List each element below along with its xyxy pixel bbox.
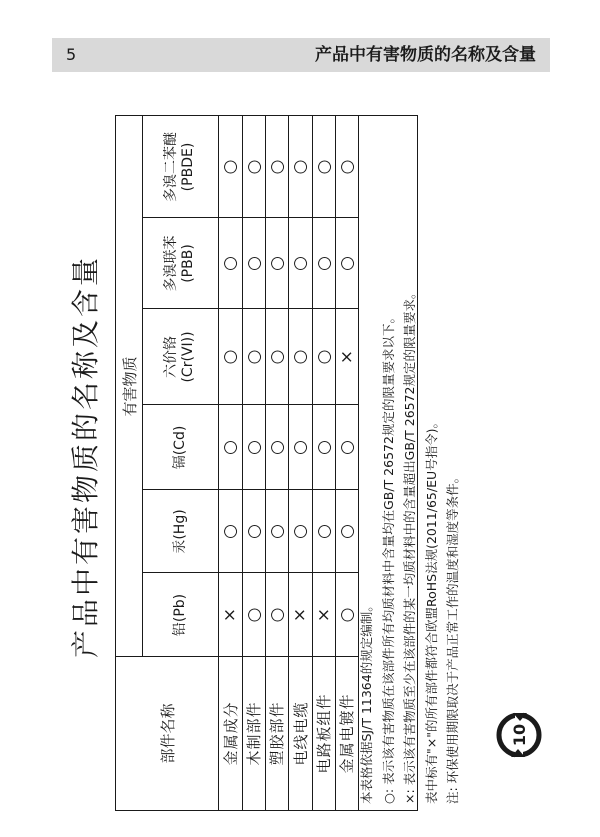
- substance-value-cell: ×: [336, 349, 357, 365]
- substance-value-cell: ○: [336, 524, 357, 539]
- substance-value-cell: ○: [290, 440, 310, 455]
- substance-value-cell: ×: [313, 607, 334, 623]
- logo-text: 10: [510, 723, 529, 747]
- substance-value-cell: ○: [220, 256, 240, 271]
- substance-value-cell: ○: [313, 440, 334, 455]
- substance-header-cd: [142, 405, 218, 490]
- page-number: 5: [66, 45, 77, 64]
- substance-value-cell: ○: [243, 524, 264, 539]
- environmental-protection-use-period-icon: [496, 712, 542, 758]
- substance-header-line1: 汞(Hg): [171, 509, 188, 554]
- substance-value-cell: ○: [313, 256, 334, 271]
- substance-value-cell: ○: [243, 607, 264, 623]
- substance-value-cell: ○: [220, 159, 240, 175]
- substance-header-pb: [142, 573, 218, 657]
- substance-value-cell: ○: [243, 256, 264, 271]
- substance-header-hg: [142, 490, 218, 573]
- substance-value-cell: ○: [336, 440, 357, 455]
- substance-value-cell: ○: [266, 159, 287, 175]
- substance-value-cell: ×: [290, 607, 310, 623]
- part-name-cell: 金属成分: [221, 701, 240, 766]
- substance-value-cell: ○: [313, 159, 334, 175]
- substance-value-cell: ○: [220, 524, 240, 539]
- substance-value-cell: ○: [266, 524, 287, 539]
- substance-value-cell: ○: [266, 440, 287, 455]
- substance-group-header: 有害物质: [120, 356, 139, 417]
- part-name-cell: 木制部件: [245, 701, 263, 766]
- substance-value-cell: ○: [266, 607, 287, 623]
- substance-value-cell: ×: [220, 607, 240, 623]
- substance-value-cell: ○: [243, 159, 264, 175]
- substance-value-cell: ○: [290, 349, 310, 365]
- substance-header-pbb: [142, 218, 218, 309]
- note-line: ×: 表示该有害物质至少在该部件的某一均质材料中的含量超出GB/T 26572规定的限量要求。: [402, 286, 417, 804]
- hazardous-substances-table: [115, 115, 460, 811]
- substance-value-cell: ○: [266, 256, 287, 271]
- substance-value-cell: ○: [290, 159, 310, 175]
- substance-header-line2: (PBB): [180, 244, 196, 283]
- substance-value-cell: ○: [313, 349, 334, 365]
- table-notes: [356, 114, 464, 810]
- substance-value-cell: ○: [313, 524, 334, 539]
- page-title: 产品中有害物质的名称及含量: [69, 254, 102, 658]
- substance-value-cell: ○: [220, 349, 240, 365]
- part-name-cell: 电线电缆: [291, 701, 310, 766]
- substance-header-line1: 多溴联苯: [163, 235, 179, 292]
- substance-value-cell: ○: [243, 440, 264, 455]
- part-name-header: 部件名称: [158, 703, 177, 764]
- substance-value-cell: ○: [220, 440, 240, 455]
- substance-header-line1: 六价铬: [163, 336, 179, 378]
- substance-header-line1: 多溴二苯醚: [163, 132, 179, 202]
- substance-value-cell: ○: [336, 607, 357, 623]
- note-line: ○: 表示该有害物质在该部件所有均质材料中含量均在GB/T 26572规定的限量要求以下。: [380, 311, 396, 804]
- part-name-cell: 电路板组件: [315, 693, 333, 774]
- substance-value-cell: ○: [266, 349, 287, 365]
- note-line: 本表格依据SJ/T 11364的规定编制。: [359, 599, 374, 804]
- part-name-cell: 塑胶部件: [268, 701, 286, 766]
- substance-value-cell: ○: [336, 159, 357, 175]
- substance-value-cell: ○: [290, 256, 310, 271]
- note-line: 注: 环保使用期限取决于产品正常工作的温度和湿度等条件。: [445, 470, 460, 804]
- substance-value-cell: ○: [243, 349, 264, 365]
- substance-value-cell: ○: [336, 256, 357, 271]
- substance-header-line1: 镉(Cd): [171, 425, 188, 470]
- page-header: [52, 38, 550, 72]
- substance-header-crvi: [142, 309, 218, 405]
- note-line: 表中标有"×"的所有部件都符合欧盟RoHS法规(2011/65/EU号指令)。: [423, 415, 439, 804]
- part-name-cell: 金属电镀件: [338, 693, 356, 774]
- substance-header-line1: 铅(Pb): [171, 593, 188, 637]
- header-title: 产品中有害物质的名称及含量: [315, 45, 536, 65]
- substance-value-cell: ○: [290, 524, 310, 539]
- substance-header-line2: (PBDE): [180, 142, 196, 192]
- substance-header-pbde: [142, 116, 218, 218]
- substance-header-line2: (Cr(VI)): [180, 331, 196, 383]
